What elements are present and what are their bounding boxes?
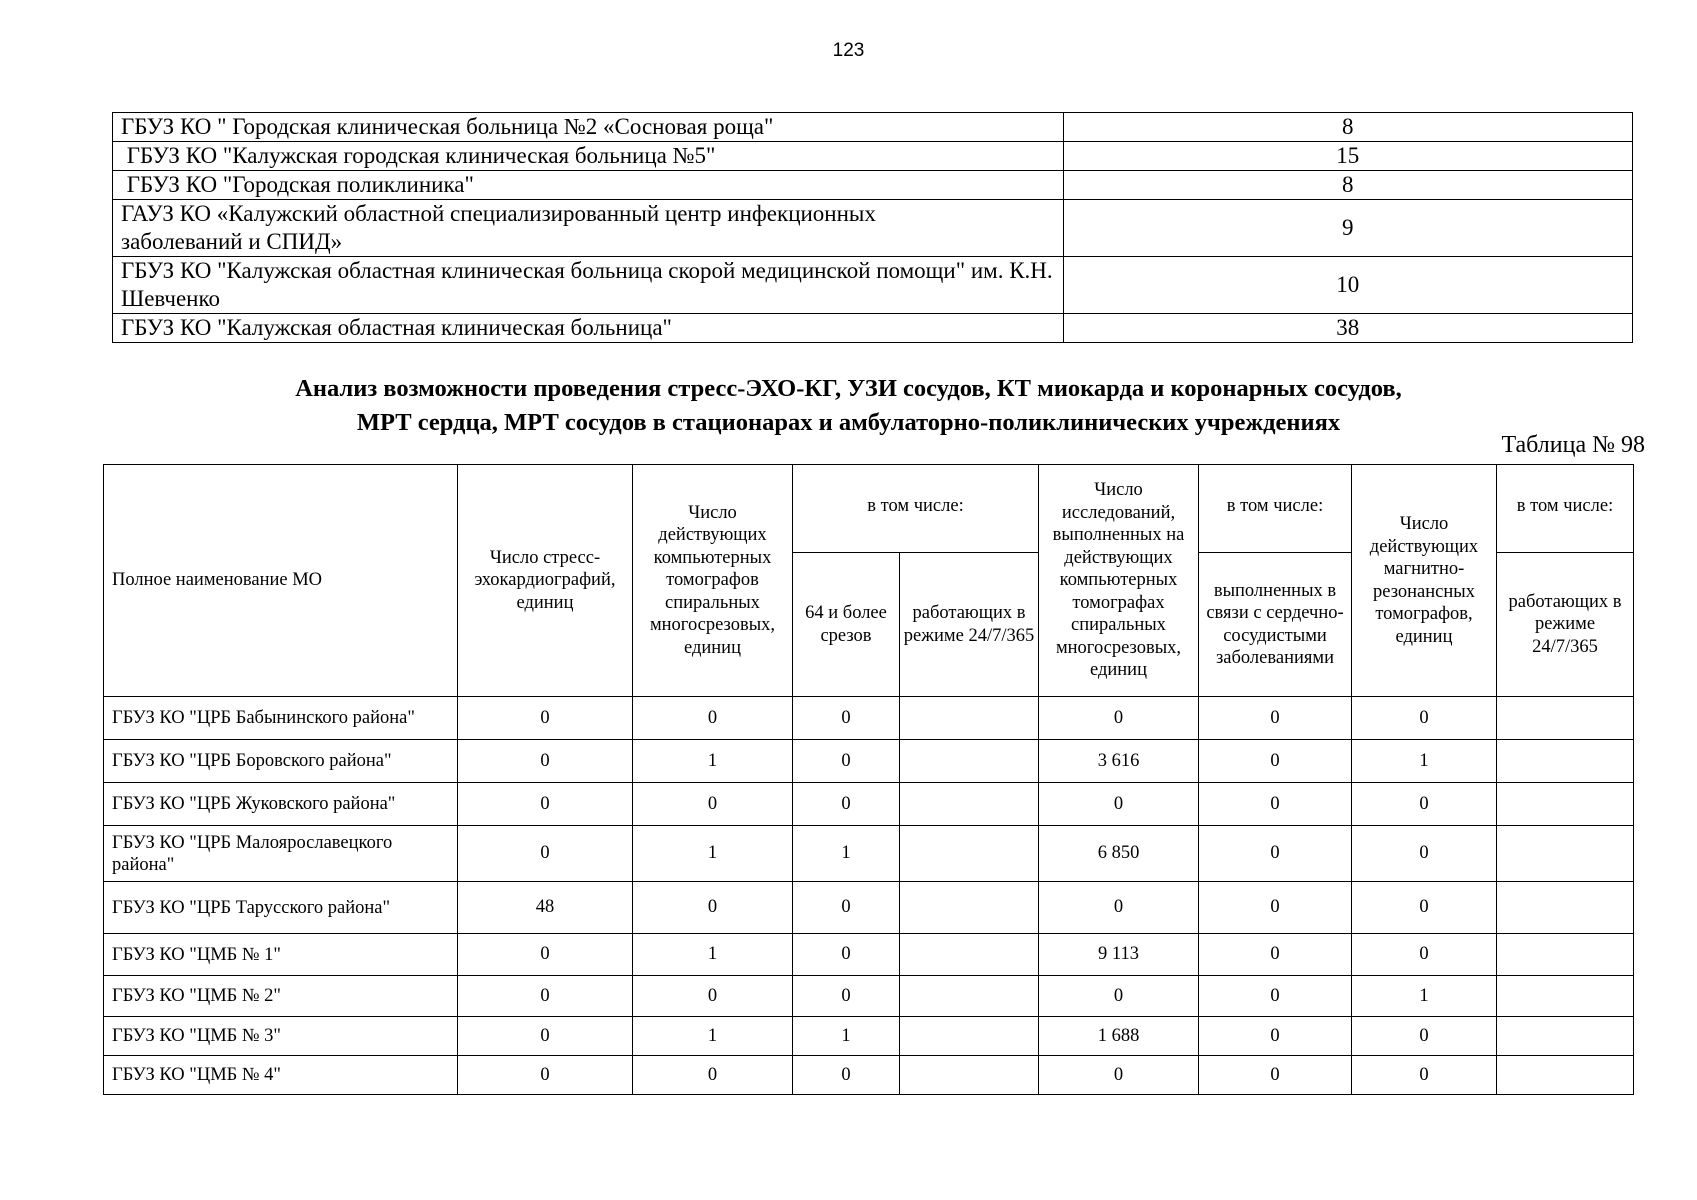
mri-count-cell: 0 — [1352, 1056, 1497, 1095]
org-name-cell: ГБУЗ КО "ЦМБ № 1" — [104, 934, 458, 976]
mri-247-cell — [1497, 1056, 1634, 1095]
org-name-cell: ГБУЗ КО "ЦРБ Бабынинского района" — [104, 697, 458, 740]
value-cell: 8 — [1063, 171, 1632, 200]
mri-count-cell: 0 — [1352, 882, 1497, 934]
org-name-cell: ГБУЗ КО "ЦМБ № 2" — [104, 976, 458, 1017]
ct-studies-cell: 0 — [1039, 976, 1199, 1017]
ct-cardio-cell: 0 — [1199, 740, 1352, 783]
ct-count-cell: 1 — [633, 826, 793, 882]
table-row — [104, 976, 1634, 1017]
org-name-cell: ГБУЗ КО "ЦМБ № 3" — [104, 1017, 458, 1056]
org-name-cell: ГБУЗ КО "ЦРБ Жуковского района" — [104, 783, 458, 826]
header-ct-studies: Число исследований, выполненных на действующих компьютерных томографах спиральных многосрезовых, единиц — [1039, 465, 1199, 697]
table-row — [113, 113, 1633, 142]
table-row — [104, 882, 1634, 934]
ct-cardio-cell: 0 — [1199, 1056, 1352, 1095]
stress-echo-cell: 0 — [458, 697, 633, 740]
mri-count-cell: 0 — [1352, 934, 1497, 976]
value-cell: 9 — [1063, 200, 1632, 257]
header-ct-64: 64 и более срезов — [793, 553, 900, 697]
ct-64-cell: 0 — [793, 783, 900, 826]
org-name-cell: ГБУЗ КО "ЦРБ Малоярославецкого района" — [104, 826, 458, 882]
mri-count-cell: 0 — [1352, 697, 1497, 740]
ct-cardio-cell: 0 — [1199, 783, 1352, 826]
mri-247-cell — [1497, 740, 1634, 783]
table-row — [113, 142, 1633, 171]
value-cell: 10 — [1063, 257, 1632, 314]
stress-echo-cell: 0 — [458, 1017, 633, 1056]
stress-echo-cell: 0 — [458, 934, 633, 976]
ct-247-cell — [900, 1017, 1039, 1056]
org-name-cell: ГБУЗ КО "ЦРБ Тарусского района" — [104, 882, 458, 934]
org-name-cell: ГБУЗ КО "Калужская областная клиническая больница скорой медицинской помощи" им. К.Н. Шевченко — [113, 257, 1064, 314]
stress-echo-cell: 0 — [458, 783, 633, 826]
stress-echo-cell: 0 — [458, 826, 633, 882]
ct-64-cell: 0 — [793, 697, 900, 740]
mri-count-cell: 0 — [1352, 826, 1497, 882]
table-row — [104, 826, 1634, 882]
ct-247-cell — [900, 826, 1039, 882]
table-row — [113, 200, 1633, 257]
table-label: Таблица № 98 — [1501, 432, 1645, 458]
ct-247-cell — [900, 740, 1039, 783]
mri-247-cell — [1497, 1017, 1634, 1056]
ct-studies-cell: 0 — [1039, 882, 1199, 934]
table-row — [104, 783, 1634, 826]
ct-studies-cell: 0 — [1039, 1056, 1199, 1095]
ct-cardio-cell: 0 — [1199, 1017, 1352, 1056]
ct-studies-cell: 0 — [1039, 697, 1199, 740]
page-number: 123 — [832, 40, 865, 61]
ct-studies-cell: 1 688 — [1039, 1017, 1199, 1056]
stress-echo-cell: 0 — [458, 1056, 633, 1095]
ct-64-cell: 0 — [793, 934, 900, 976]
ct-247-cell — [900, 1056, 1039, 1095]
org-name-cell: ГБУЗ КО "Калужская городская клиническая больница №5" — [113, 142, 1064, 171]
ct-studies-cell: 3 616 — [1039, 740, 1199, 783]
ct-cardio-cell: 0 — [1199, 882, 1352, 934]
ct-count-cell: 1 — [633, 934, 793, 976]
ct-64-cell: 1 — [793, 826, 900, 882]
ct-cardio-cell: 0 — [1199, 934, 1352, 976]
table-row — [113, 257, 1633, 314]
stress-echo-cell: 48 — [458, 882, 633, 934]
ct-cardio-cell: 0 — [1199, 697, 1352, 740]
ct-count-cell: 1 — [633, 1017, 793, 1056]
header-org-name: Полное наименование МО — [104, 465, 458, 697]
mri-count-cell: 0 — [1352, 1017, 1497, 1056]
header-mri-count: Число действующих магнитно-резонансных томографов, единиц — [1352, 465, 1497, 697]
mri-count-cell: 1 — [1352, 976, 1497, 1017]
header-ct-cardio: выполненных в связи с сердечно-сосудистыми заболеваниями — [1199, 553, 1352, 697]
diagnostics-table — [103, 464, 1634, 1095]
ct-64-cell: 0 — [793, 1056, 900, 1095]
ct-count-cell: 0 — [633, 882, 793, 934]
header-ct-247: работающих в режиме 24/7/365 — [900, 553, 1039, 697]
value-cell: 15 — [1063, 142, 1632, 171]
ct-64-cell: 0 — [793, 882, 900, 934]
section-title — [0, 372, 1697, 440]
header-row — [104, 465, 1634, 553]
mri-247-cell — [1497, 697, 1634, 740]
mri-count-cell: 1 — [1352, 740, 1497, 783]
mri-247-cell — [1497, 882, 1634, 934]
hospitals-table — [112, 112, 1633, 343]
table-row — [104, 934, 1634, 976]
table-row — [104, 740, 1634, 783]
ct-count-cell: 0 — [633, 783, 793, 826]
mri-247-cell — [1497, 976, 1634, 1017]
header-stress-echo: Число стресс-эхокардиографий, единиц — [458, 465, 633, 697]
table-row — [113, 171, 1633, 200]
stress-echo-cell: 0 — [458, 976, 633, 1017]
mri-247-cell — [1497, 826, 1634, 882]
header-incl-ct: в том числе: — [793, 465, 1039, 553]
ct-247-cell — [900, 934, 1039, 976]
org-name-cell: ГБУЗ КО " Городская клиническая больница №2 «Сосновая роща" — [113, 113, 1064, 142]
ct-count-cell: 0 — [633, 976, 793, 1017]
header-incl-studies: в том числе: — [1199, 465, 1352, 553]
table-row — [104, 1056, 1634, 1095]
ct-247-cell — [900, 882, 1039, 934]
ct-count-cell: 0 — [633, 1056, 793, 1095]
org-name-cell: ГАУЗ КО «Калужский областной специализированный центр инфекционных заболеваний и СПИД» — [113, 200, 1064, 257]
ct-count-cell: 1 — [633, 740, 793, 783]
org-name-cell: ГБУЗ КО "ЦРБ Боровского района" — [104, 740, 458, 783]
ct-247-cell — [900, 976, 1039, 1017]
ct-studies-cell: 6 850 — [1039, 826, 1199, 882]
section-title-line-1: Анализ возможности проведения стресс-ЭХО-КГ, УЗИ сосудов, КТ миокарда и коронарных сосудов, — [295, 375, 1402, 402]
table-row — [104, 1017, 1634, 1056]
value-cell: 8 — [1063, 113, 1632, 142]
org-name-cell: ГБУЗ КО "Городская поликлиника" — [113, 171, 1064, 200]
mri-247-cell — [1497, 783, 1634, 826]
ct-247-cell — [900, 697, 1039, 740]
header-mri-247: работающих в режиме 24/7/365 — [1497, 553, 1634, 697]
ct-64-cell: 0 — [793, 976, 900, 1017]
header-incl-mri: в том числе: — [1497, 465, 1634, 553]
ct-64-cell: 0 — [793, 740, 900, 783]
org-name-cell: ГБУЗ КО "ЦМБ № 4" — [104, 1056, 458, 1095]
ct-64-cell: 1 — [793, 1017, 900, 1056]
table-row — [104, 697, 1634, 740]
stress-echo-cell: 0 — [458, 740, 633, 783]
ct-studies-cell: 9 113 — [1039, 934, 1199, 976]
ct-cardio-cell: 0 — [1199, 976, 1352, 1017]
header-ct-count: Число действующих компьютерных томографов спиральных многосрезовых, единиц — [633, 465, 793, 697]
org-name-cell: ГБУЗ КО "Калужская областная клиническая больница" — [113, 314, 1064, 343]
table-row — [113, 314, 1633, 343]
ct-studies-cell: 0 — [1039, 783, 1199, 826]
mri-count-cell: 0 — [1352, 783, 1497, 826]
section-title-line-2: МРТ сердца, МРТ сосудов в стационарах и амбулаторно-поликлинических учреждениях — [356, 409, 1341, 436]
value-cell: 38 — [1063, 314, 1632, 343]
mri-247-cell — [1497, 934, 1634, 976]
ct-count-cell: 0 — [633, 697, 793, 740]
ct-cardio-cell: 0 — [1199, 826, 1352, 882]
ct-247-cell — [900, 783, 1039, 826]
